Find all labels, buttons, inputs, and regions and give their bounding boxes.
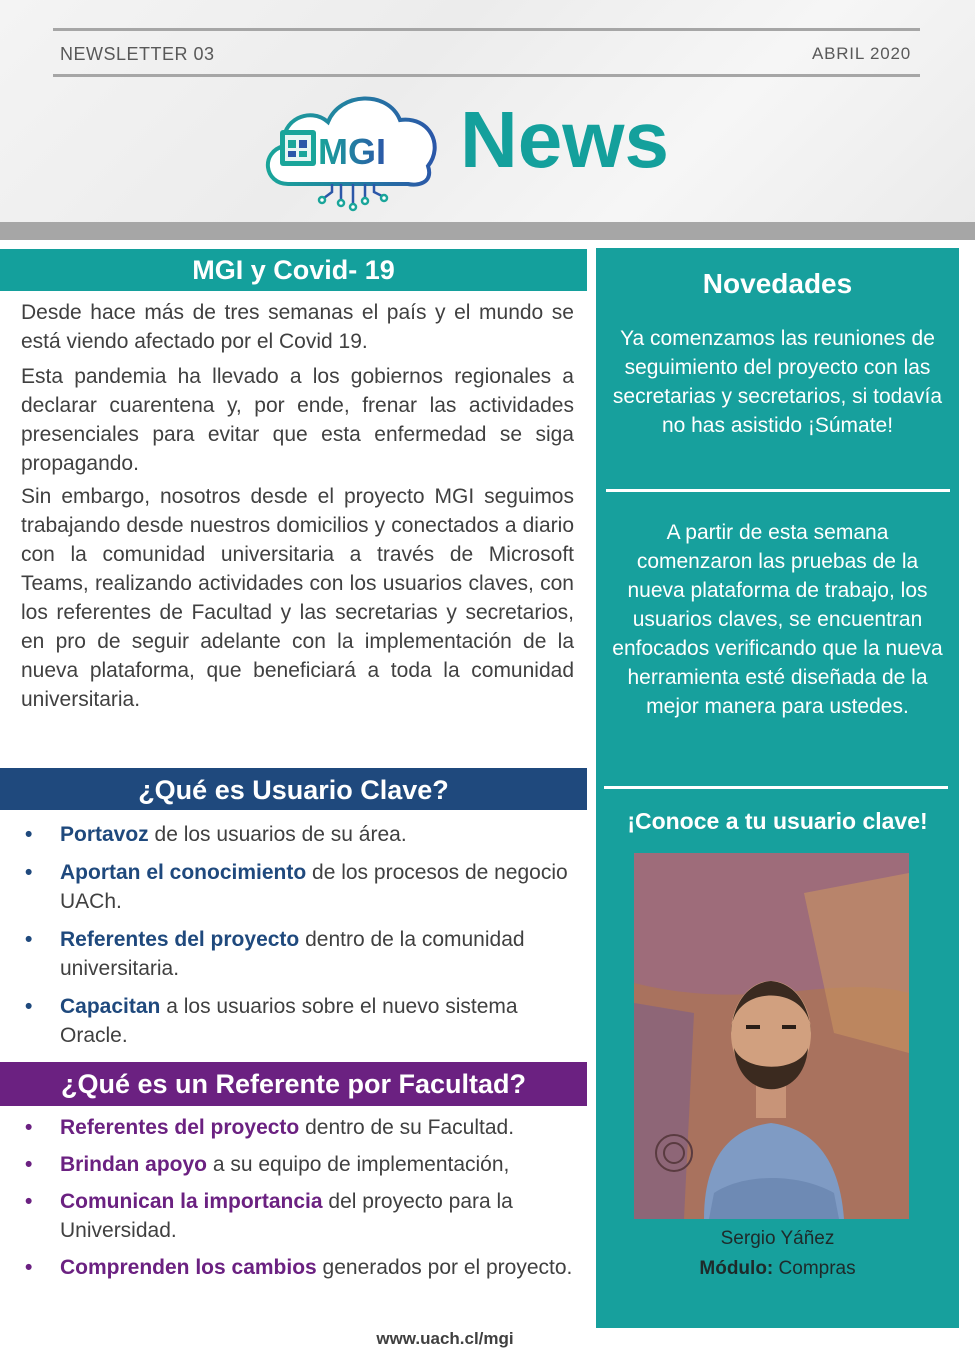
svg-text:MGI: MGI (318, 131, 386, 172)
list-item: • Portavoz de los usuarios de su área. (22, 820, 582, 849)
newsletter-number: NEWSLETTER 03 (60, 44, 215, 64)
referente-list (22, 1113, 582, 1290)
bullet-icon: • (25, 1190, 33, 1213)
novedades-text-1: Ya comenzamos las reuniones de seguimiento del proyecto con las secretarias y secretarios, si todavía no has asistido ¡Súmate! (612, 327, 943, 437)
bullet-icon: • (25, 928, 33, 951)
novedades-panel (596, 248, 959, 1328)
header-divider-bar (0, 222, 975, 240)
newsletter-date: ABRIL 2020 (811, 44, 911, 63)
header-top-rule (53, 28, 920, 31)
mgi-logo (258, 86, 444, 214)
list-item: • Brindan apoyo a su equipo de implementación, (22, 1150, 582, 1179)
bullet-icon: • (25, 1116, 33, 1139)
covid-heading: MGI y Covid- 19 (0, 249, 587, 291)
bullet-icon: • (25, 1153, 33, 1176)
newsletter-title: News (460, 95, 669, 184)
person-module: Módulo: Compras (699, 1258, 856, 1279)
list-item: • Referentes del proyecto dentro de la comunidad universitaria. (22, 925, 582, 983)
bullet-icon: • (25, 995, 33, 1018)
panel-divider (604, 786, 948, 789)
panel-divider (606, 489, 950, 492)
usuario-clave-photo (634, 853, 909, 1219)
bullet-icon: • (25, 861, 33, 884)
covid-paragraph-2: Esta pandemia ha llevado a los gobiernos regionales a declarar cuarentena y, por ende, frenar las actividades presenciales para evitar que esta enfermedad se siga propagando. (21, 365, 574, 475)
novedades-heading: Novedades (702, 268, 853, 299)
list-item: • Capacitan a los usuarios sobre el nuevo sistema Oracle. (22, 992, 582, 1050)
person-name: Sergio Yáñez (720, 1228, 835, 1249)
bullet-icon: • (25, 1256, 33, 1279)
usuario-clave-heading: ¿Qué es Usuario Clave? (0, 768, 587, 810)
bullet-icon: • (25, 823, 33, 846)
list-item: • Referentes del proyecto dentro de su Facultad. (22, 1113, 582, 1142)
conoce-heading: ¡Conoce a tu usuario clave! (627, 808, 928, 834)
novedades-text-2: A partir de esta semana comenzaron las pruebas de la nueva plataforma de trabajo, los usuarios claves, se encuentran enfocados verificando que la nueva herramienta esté diseñada de la mejor manera para ustedes. (612, 521, 943, 718)
header-bottom-rule (53, 74, 920, 77)
list-item: • Comprenden los cambios generados por el proyecto. (22, 1253, 582, 1282)
website-link[interactable]: www.uach.cl/mgi (376, 1329, 514, 1348)
list-item: • Comunican la importancia del proyecto para la Universidad. (22, 1187, 582, 1245)
usuario-clave-list (22, 820, 582, 1059)
referente-heading: ¿Qué es un Referente por Facultad? (0, 1062, 587, 1106)
list-item: • Aportan el conocimiento de los procesos de negocio UACh. (22, 858, 582, 916)
covid-paragraph-3: Sin embargo, nosotros desde el proyecto MGI seguimos trabajando desde nuestros domicilios y conectados a diario con la comunidad universitaria a través de Microsoft Teams, realizando actividades con los usuarios claves, con los referentes de Facultad y las secretarias y secretarios, en pro de seguir adelante con la implementación de la nueva plataforma, que beneficiará a toda la comunidad universitaria. (21, 485, 574, 711)
covid-paragraph-1: Desde hace más de tres semanas el país y el mundo se está viendo afectado por el Covid 19. (21, 301, 574, 353)
